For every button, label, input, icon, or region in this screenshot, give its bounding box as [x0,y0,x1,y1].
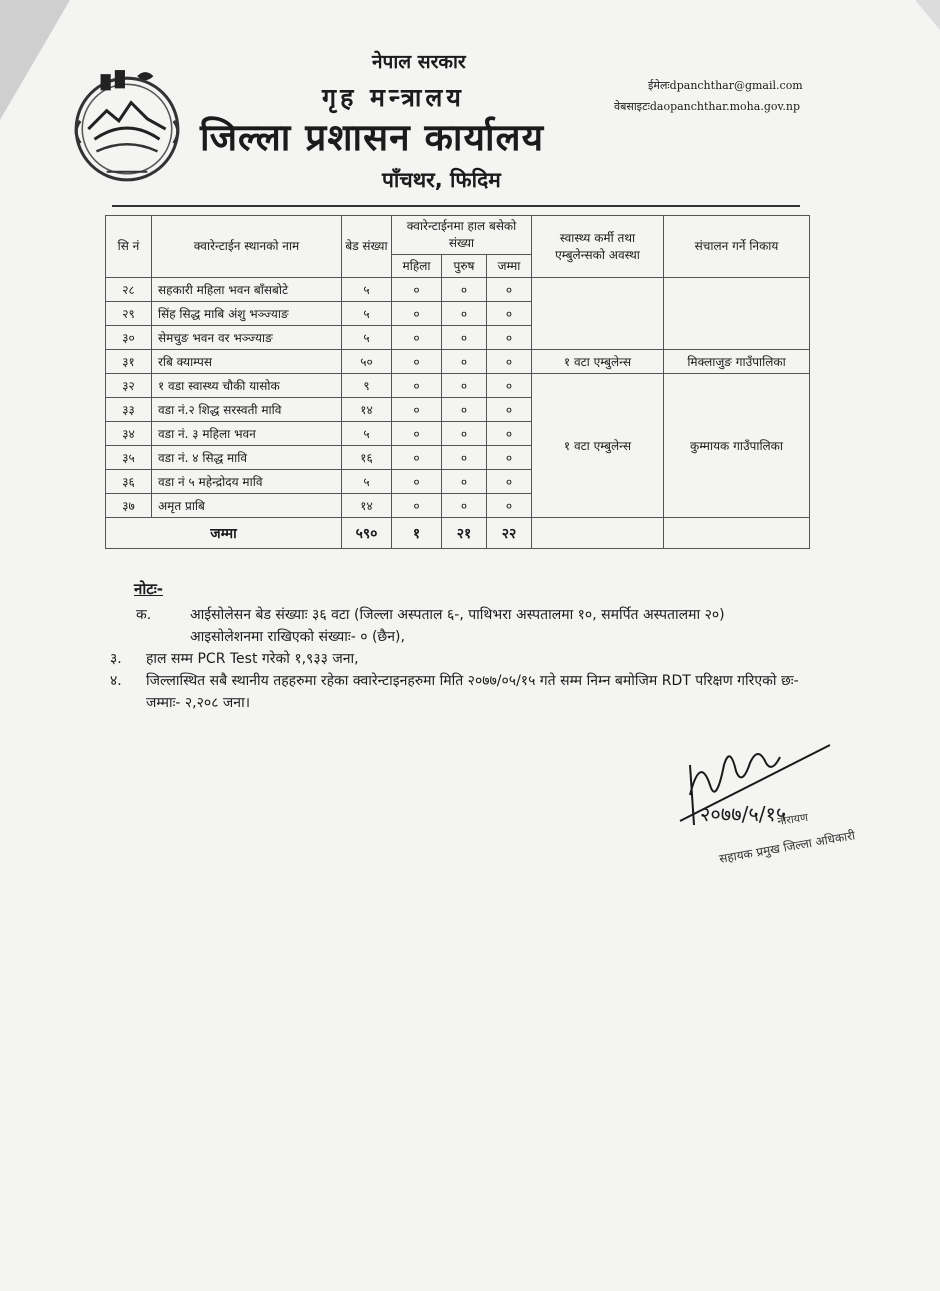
cell-female: ० [392,422,442,446]
cell-beds: १४ [342,494,392,518]
note-number: ४. [110,673,122,689]
cell-male: ० [442,494,487,518]
cell-beds: ९ [342,374,392,398]
cell-name: अमृत प्राबि [152,494,342,518]
cell-male: ० [442,422,487,446]
note-number: ३. [110,651,122,667]
header-divider [112,205,800,207]
note-item [110,626,830,648]
cell-operator-group-3: कुम्मायक गाउँपालिका [664,374,810,518]
total-male: २१ [442,518,487,549]
email-label: ईमेलः [648,79,670,92]
note-text: आईसोलेसन बेड संख्याः ३६ वटा (जिल्ला अस्पताल ६-, पाथिभरा अस्पतालमा १०, समर्पित अस्पतालमा २०) [190,607,725,623]
cell-female: ० [392,398,442,422]
website-label: वेबसाइटः [614,100,650,113]
signature-date: २०७७/५/१५ [700,802,787,826]
cell-health-group-2: १ वटा एम्बुलेन्स [532,350,664,374]
cell-sn: ३६ [106,470,152,494]
cell-health-group-1 [532,278,664,350]
notes-section [110,578,830,714]
government-name: नेपाल सरकार [372,51,466,73]
cell-male: ० [442,470,487,494]
cell-sn: २९ [106,302,152,326]
cell-male: ० [442,398,487,422]
cell-beds: ५ [342,326,392,350]
cell-name: सिंह सिद्ध माबि अंशु भञ्ज्याङ [152,302,342,326]
cell-male: ० [442,446,487,470]
cell-sn: ३१ [106,350,152,374]
table-row [106,278,810,302]
cell-male: ० [442,374,487,398]
note-item [110,648,830,670]
header-sn: सि नं [106,216,152,278]
cell-male: ० [442,350,487,374]
cell-female: ० [392,350,442,374]
note-item [110,604,830,626]
office-name: जिल्ला प्रशासन कार्यालय [200,116,545,159]
cell-name: रबि क्याम्पस [152,350,342,374]
ministry-name: गृह मन्त्रालय [322,83,465,112]
table-row [106,374,810,398]
cell-name: वडा नं. ३ महिला भवन [152,422,342,446]
cell-beds: १६ [342,446,392,470]
header-health: स्वास्थ्य कर्मी तथा एम्बुलेन्सको अवस्था [532,216,664,278]
cell-name: १ वडा स्वास्थ्य चौकी यासोक [152,374,342,398]
cell-sn: ३३ [106,398,152,422]
note-number [136,626,190,648]
total-health-empty [532,518,664,549]
cell-total: ० [487,446,532,470]
cell-male: ० [442,302,487,326]
header-total: जम्मा [487,255,532,278]
header-operator: संचालन गर्ने निकाय [664,216,810,278]
cell-total: ० [487,374,532,398]
cell-sn: ३७ [106,494,152,518]
total-operator-empty [664,518,810,549]
stamp-line-1: नारायण [776,810,809,828]
cell-total: ० [487,278,532,302]
cell-female: ० [392,470,442,494]
contact-website[interactable] [614,99,800,114]
header-name: क्वारेन्टाईन स्थानको नाम [152,216,342,278]
page-fold-corner [915,0,940,30]
cell-beds: ५ [342,278,392,302]
cell-total: ० [487,350,532,374]
website-value[interactable]: daopanchthar.moha.gov.np [649,100,801,113]
cell-beds: ५० [342,350,392,374]
header-beds: बेड संख्या [342,216,392,278]
office-location: पाँचथर, फिदिम [382,168,501,192]
header-male: पुरुष [442,255,487,278]
total-total: २२ [487,518,532,549]
cell-name: सेमचुङ भवन वर भञ्ज्याङ [152,326,342,350]
cell-name: वडा नं. ४ सिद्ध मावि [152,446,342,470]
header-current-group: क्वारेन्टाईनमा हाल बसेको संख्या [392,216,532,255]
cell-female: ० [392,374,442,398]
cell-sn: २८ [106,278,152,302]
cell-name: वडा नं.२ शिद्ध सरस्वती मावि [152,398,342,422]
table-row [106,350,810,374]
note-item [110,670,830,714]
contact-email[interactable] [648,78,803,93]
quarantine-table [105,215,810,549]
page-fold [0,0,70,120]
cell-sn: ३४ [106,422,152,446]
cell-health-group-3: १ वटा एम्बुलेन्स [532,374,664,518]
cell-female: ० [392,494,442,518]
nepal-emblem-icon [66,66,188,188]
stamp-line-2: सहायक प्रमुख जिल्ला अधिकारी [718,828,857,866]
cell-female: ० [392,278,442,302]
cell-total: ० [487,302,532,326]
cell-female: ० [392,446,442,470]
cell-beds: १४ [342,398,392,422]
cell-total: ० [487,422,532,446]
cell-beds: ५ [342,422,392,446]
total-female: १ [392,518,442,549]
total-beds: ५९० [342,518,392,549]
cell-operator-group-1 [664,278,810,350]
cell-total: ० [487,470,532,494]
cell-male: ० [442,278,487,302]
table-total-row [106,518,810,549]
note-text: जिल्लास्थित सबै स्थानीय तहहरुमा रहेका क्वारेन्टाइनहरुमा मिति २०७७/०५/१५ गते सम्म निम्न बमोजिम RDT परिक्षण गरिएको छः- जम्माः- २,२०८ जना। [146,673,799,711]
cell-female: ० [392,326,442,350]
cell-name: सहकारी महिला भवन बाँसबोटे [152,278,342,302]
cell-male: ० [442,326,487,350]
cell-name: वडा नं ५ महेन्द्रोदय मावि [152,470,342,494]
cell-total: ० [487,326,532,350]
note-number: क. [136,607,152,623]
note-text: हाल सम्म PCR Test गरेको १,९३३ जना, [146,651,359,667]
note-text: आइसोलेशनमा राखिएको संख्याः- ० (छैन), [190,629,405,645]
cell-female: ० [392,302,442,326]
email-value[interactable]: dpanchthar@gmail.com [669,79,803,92]
cell-sn: ३५ [106,446,152,470]
cell-beds: ५ [342,302,392,326]
cell-total: ० [487,494,532,518]
notes-title: नोटः- [134,580,164,598]
cell-sn: ३० [106,326,152,350]
signature-stamp [670,725,870,875]
total-label: जम्मा [106,518,342,549]
cell-operator-group-2: मिक्लाजुङ गाउँपालिका [664,350,810,374]
cell-beds: ५ [342,470,392,494]
header-female: महिला [392,255,442,278]
cell-sn: ३२ [106,374,152,398]
table-header-row [106,216,810,255]
cell-total: ० [487,398,532,422]
